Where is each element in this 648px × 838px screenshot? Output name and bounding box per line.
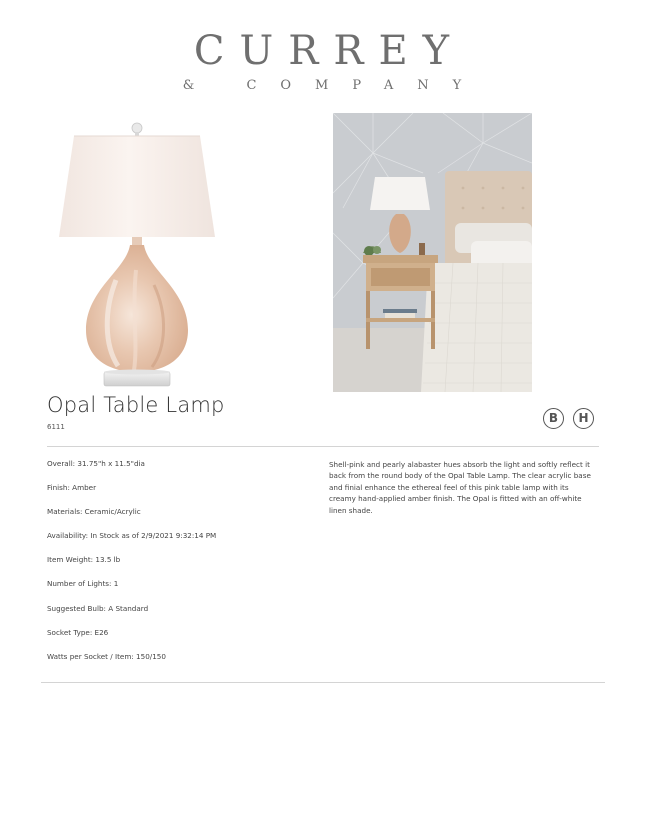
spec-suggested-bulb: Suggested Bulb: A Standard <box>47 603 149 613</box>
spec-list <box>47 459 307 676</box>
badge-b-icon: B <box>543 408 564 429</box>
badge-h-icon: H <box>573 408 594 429</box>
product-description: Shell-pink and pearly alabaster hues absorb the light and softly reflect it back from the round body of the Opal Table Lamp. The clear acrylic base and finial enhance the ethereal feel of this pink table lamp with its creamy hand-applied amber finish. The Opal is fitted with an off-white linen shade. <box>329 460 591 515</box>
product-image <box>56 120 222 392</box>
brand-logo <box>0 28 648 93</box>
spec-socket-type: Socket Type: E26 <box>47 627 109 637</box>
brand-name: CURREY <box>193 28 465 74</box>
spec-finish: Finish: Amber <box>47 483 97 493</box>
divider-bottom <box>41 682 605 683</box>
spec-item-weight: Item Weight: 13.5 lb <box>47 555 121 565</box>
spec-materials: Materials: Ceramic/Acrylic <box>47 507 141 517</box>
spec-overall: Overall: 31.75"h x 11.5"dia <box>47 459 145 468</box>
spec-watts: Watts per Socket / Item: 150/150 <box>47 651 166 661</box>
brand-subtitle: & COMPANY <box>182 78 486 93</box>
product-title: Opal Table Lamp <box>47 393 225 417</box>
room-scene-image <box>333 113 532 392</box>
spec-availability: Availability: In Stock as of 2/9/2021 9:32:14 PM <box>47 531 217 541</box>
divider-top <box>47 446 599 447</box>
product-sku: 6111 <box>47 423 65 431</box>
spec-number-of-lights: Number of Lights: 1 <box>47 579 119 589</box>
